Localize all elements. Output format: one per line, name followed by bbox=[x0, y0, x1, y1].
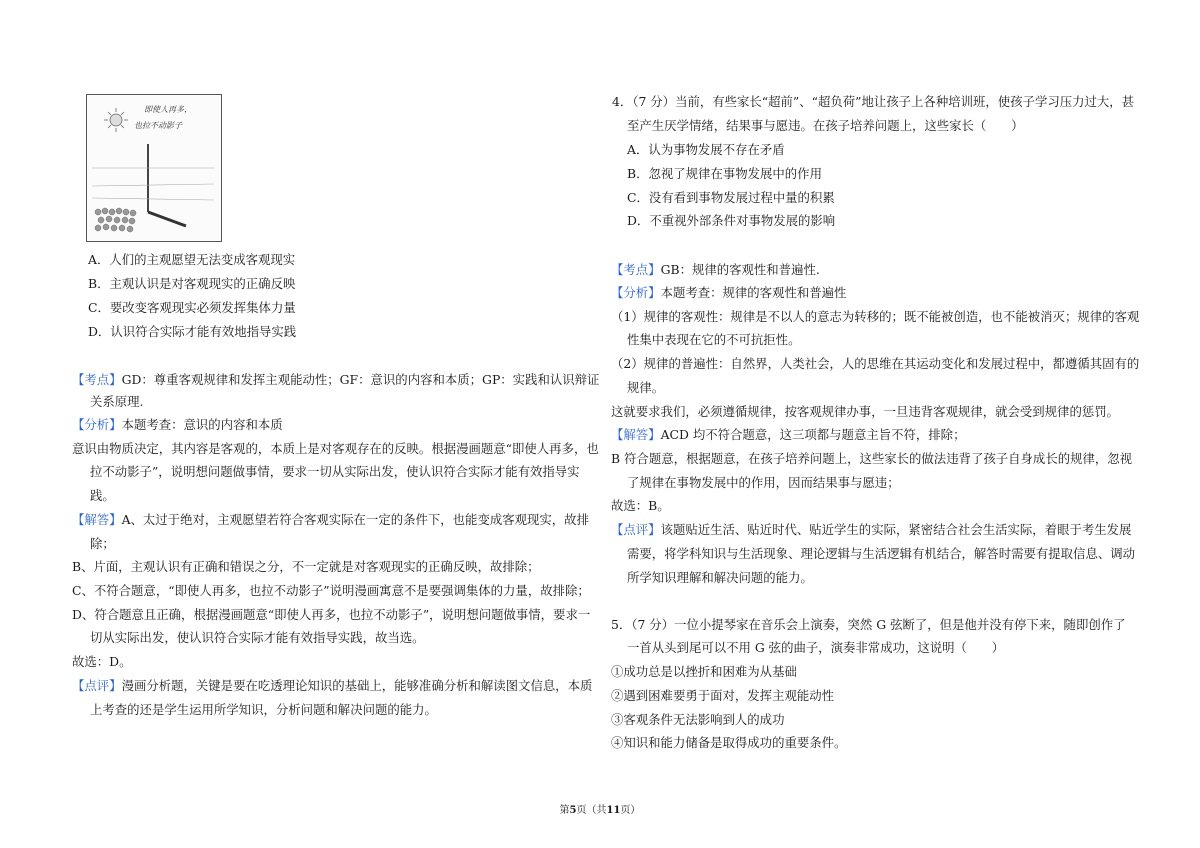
kaodian-text: GD：尊重客观规律和发挥主观能动性；GF：意识的内容和本质；GP：实践和认识辩证 bbox=[121, 372, 600, 387]
jieda-d: D、符合题意且正确，根据漫画题意“即使人再多，也拉不动影子”，说明想问题做事情，要求一 bbox=[72, 607, 591, 622]
jieda-b: B、片面，主观认识有正确和错误之分，不一定就是对客观现实的正确反映，故排除； bbox=[72, 559, 540, 574]
question-4-stem-cont: 至产生厌学情绪，结果事与愿违。在孩子培养问题上，这些家长（ ） bbox=[627, 118, 1024, 133]
option-c: C．要改变客观现实必须发挥集体力量 bbox=[88, 300, 296, 315]
r-jieda-tag: 【解答】 bbox=[611, 427, 661, 442]
fenxi-line bbox=[72, 417, 283, 433]
q4-option-d: D．不重视外部条件对事物发展的影响 bbox=[627, 213, 836, 228]
option-b: B．主观认识是对客观现实的正确反映 bbox=[88, 276, 296, 291]
jieda-c: C、不符合题意，“即使人再多，也拉不动影子”说明漫画寓意不是要强调集体的力量，故排除； bbox=[72, 583, 590, 598]
r-dianping-cont-1: 需要，将学科知识与生活现象、理论逻辑与生活逻辑有机结合，解答时需要有提取信息、调动 bbox=[627, 546, 1136, 561]
footer-page-number: 5 bbox=[569, 805, 577, 816]
footer-total-pages: 11 bbox=[606, 805, 621, 816]
dianping-cont: 上考查的还是学生运用所学知识，分析问题和解决问题的能力。 bbox=[90, 702, 437, 717]
r-fenxi-line bbox=[611, 285, 846, 301]
cartoon-caption-line2: 也拉不动影子 bbox=[134, 121, 182, 130]
r-jieda-b-cont: 了规律在事物发展中的作用，因而结果事与愿违； bbox=[627, 475, 900, 490]
r-fenxi-1-cont: 性集中表现在它的不可抗拒性。 bbox=[627, 332, 801, 347]
r-fenxi-2-cont: 规律。 bbox=[627, 380, 665, 395]
r-answer-choice: 故选：B。 bbox=[611, 498, 670, 513]
question-5-stem: 5．（7 分）一位小提琴家在音乐会上演奏，突然 G 弦断了，但是他并没有停下来，随即创作了 bbox=[611, 617, 1126, 632]
jieda-tag: 【解答】 bbox=[72, 512, 122, 527]
kaodian-tag: 【考点】 bbox=[72, 372, 122, 387]
r-fenxi-tag: 【分析】 bbox=[611, 285, 661, 300]
dianping-tag: 【点评】 bbox=[72, 678, 122, 693]
r-fenxi-3: 这就要求我们，必须遵循规律，按客观规律办事，一旦违背客观规律，就会受到规律的惩罚。 bbox=[611, 404, 1120, 419]
q4-option-c: C．没有看到事物发展过程中量的积累 bbox=[627, 190, 835, 205]
r-dianping-line bbox=[611, 522, 1131, 538]
fenxi-tag: 【分析】 bbox=[72, 417, 122, 432]
kaodian-cont: 关系原理. bbox=[90, 394, 144, 409]
r-jieda-text: ACD 均不符合题意，这三项都与题意主旨不符，排除； bbox=[660, 427, 966, 442]
cartoon-caption-line1: 即使人再多， bbox=[144, 105, 192, 114]
r-kaodian-text: GB：规律的客观性和普遍性. bbox=[660, 262, 820, 277]
q5-option-1: ①成功总是以挫折和困难为从基础 bbox=[611, 664, 797, 679]
r-jieda-b: B 符合题意，根据题意，在孩子培养问题上，这些家长的做法违背了孩子自身成长的规律，忽视 bbox=[611, 451, 1133, 466]
r-dianping-text: 该题贴近生活、贴近时代、贴近学生的实际，紧密结合社会生活实际，着眼于考生发展 bbox=[660, 522, 1132, 537]
question-4-stem: 4．（7 分）当前，有些家长“超前”、“超负荷”地让孩子上各种培训班，使孩子学习压力过大，甚 bbox=[612, 94, 1135, 109]
r-jieda-line bbox=[611, 427, 965, 443]
option-d: D．认识符合实际才能有效地指导实践 bbox=[88, 324, 297, 339]
footer-mid: 页（共 bbox=[576, 805, 607, 816]
jieda-line bbox=[72, 512, 589, 528]
fenxi-para-2: 拉不动影子”，说明想问题做事情，要求一切从实际出发，使认识符合实际才能有效指导实 bbox=[90, 464, 580, 479]
fenxi-para-1: 意识由物质决定，其内容是客观的，本质上是对客观存在的反映。根据漫画题意“即使人再多，也 bbox=[72, 441, 599, 456]
r-dianping-cont-2: 所学知识理解和解决问题的能力。 bbox=[627, 570, 813, 585]
r-kaodian-tag: 【考点】 bbox=[611, 262, 661, 277]
page-footer bbox=[0, 801, 1200, 816]
answer-choice: 故选：D。 bbox=[72, 654, 132, 669]
option-a: A．人们的主观愿望无法变成客观现实 bbox=[88, 252, 296, 267]
q4-option-a: A．认为事物发展不存在矛盾 bbox=[627, 142, 785, 157]
q5-option-2: ②遇到困难要勇于面对，发挥主观能动性 bbox=[611, 688, 835, 703]
jieda-cont: 除； bbox=[90, 536, 115, 551]
q5-option-4: ④知识和能力储备是取得成功的重要条件。 bbox=[611, 735, 847, 750]
dianping-line bbox=[72, 678, 592, 694]
fenxi-text: 本题考查：意识的内容和本质 bbox=[121, 417, 283, 432]
jieda-d-cont: 切从实际出发，使认识符合实际才能有效指导实践，故当选。 bbox=[90, 630, 425, 645]
r-kaodian-line bbox=[611, 262, 820, 278]
q4-option-b: B．忽视了规律在事物发展中的作用 bbox=[627, 166, 822, 181]
r-fenxi-text: 本题考查：规律的客观性和普遍性 bbox=[660, 285, 847, 300]
jieda-text: A、太过于绝对，主观愿望若符合客观实际在一定的条件下，也能变成客观现实，故排 bbox=[121, 512, 589, 527]
r-dianping-tag: 【点评】 bbox=[611, 522, 661, 537]
footer-pre: 第 bbox=[559, 805, 570, 816]
footer-post: 页） bbox=[620, 805, 641, 816]
question-5-stem-cont: 一首从头到尾可以不用 G 弦的曲子，演奏非常成功，这说明（ ） bbox=[627, 640, 1005, 655]
fenxi-para-3: 践。 bbox=[90, 488, 115, 503]
cartoon-drawing bbox=[86, 94, 222, 242]
r-fenxi-2: （2）规律的普遍性：自然界，人类社会，人的思维在其运动变化和发展过程中，都遵循其固有的 bbox=[611, 356, 1140, 371]
r-fenxi-1: （1）规律的客观性：规律是不以人的意志为转移的；既不能被创造，也不能被消灭；规律的客观 bbox=[611, 309, 1140, 324]
kaodian-line bbox=[72, 372, 599, 388]
cartoon-image bbox=[86, 94, 222, 242]
q5-option-3: ③客观条件无法影响到人的成功 bbox=[611, 712, 785, 727]
dianping-text: 漫画分析题，关键是要在吃透理论知识的基础上，能够准确分析和解读图文信息，本质 bbox=[121, 678, 593, 693]
